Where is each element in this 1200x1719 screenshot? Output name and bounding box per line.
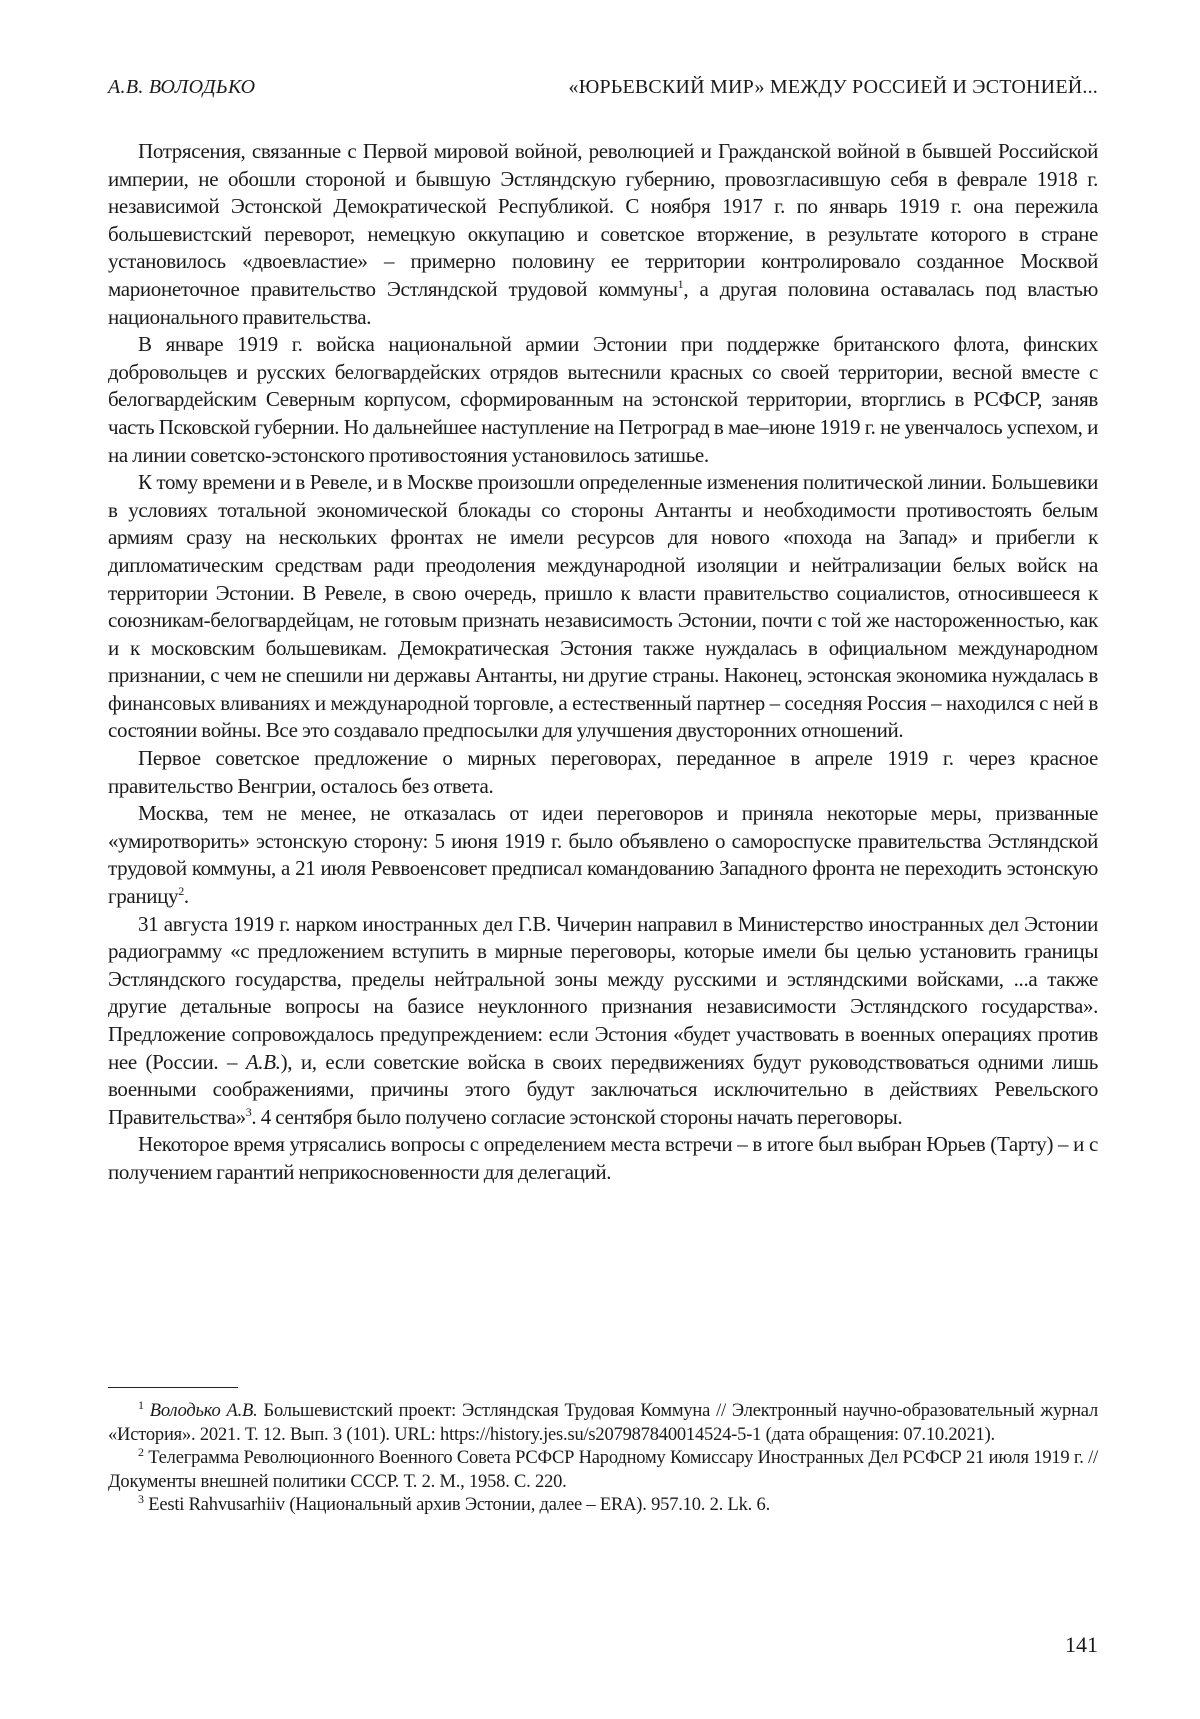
- paragraph: [108, 469, 1098, 745]
- footnote: [108, 1447, 1098, 1494]
- text-run: .: [184, 884, 189, 908]
- text-run: 31 августа 1919 г. нарком иностранных дел Г.В. Чичерин направил в Министерство иностранных дел Эстонии радиограмму «с предложением вступить в мирные переговоры, которые имели бы целью установить границы Эстляндского государства, пределы нейтральной зоны между русскими и эстляндскими войсками, ...а также другие детальные вопросы на базисе неуклонного признания независимости Эстляндского государства». Предложение сопровождалось предупреждением: если Эстония «будет участвовать в военных операциях против нее (России. –: [108, 912, 1098, 1074]
- page-number: 141: [1065, 1632, 1098, 1658]
- footnote: [108, 1494, 1098, 1518]
- paragraph: [108, 1131, 1098, 1186]
- text-run: Первое советское предложение о мирных переговорах, переданное в апреле 1919 г. через красное правительство Венгрии, осталось без ответа.: [108, 746, 1098, 798]
- footnote-ref: 3: [138, 1492, 144, 1506]
- running-header: [108, 76, 1098, 99]
- text-run: В январе 1919 г. войска национальной армии Эстонии при поддержке британского флота, финских добровольцев и русских белогвардейских отрядов вытеснили красных со своей территории, весной вместе с белогвардейским Северным корпусом, сформированным на эстонской территории, вторглись в РСФСР, заняв часть Псковской губернии. Но дальнейшее наступление на Петроград в мае–июне 1919 г. не увенчалось успехом, и на линии советско-эстонского противостояния установилось затишье.: [108, 332, 1098, 466]
- header-author: А.В. ВОЛОДЬКО: [108, 76, 255, 99]
- footnote: [108, 1400, 1098, 1447]
- text-run: К тому времени и в Ревеле, и в Москве произошли определенные изменения политической линии. Большевики в условиях тотальной экономической блокады со стороны Антанты и необходимости противостоять белым армиям сразу на нескольких фронтах не имели ресурсов для нового «похода на Запад» и прибегли к дипломатическим средствам ради преодоления международной изоляции и нейтрализации белых войск на территории Эстонии. В Ревеле, в свою очередь, пришло к власти правительство социалистов, относившееся к союзникам-белогвардейцам, не готовым признать независимость Эстонии, почти с той же настороженностью, как и к московским большевикам. Демократическая Эстония также нуждалась в официальном международном признании, с чем не спешили ни державы Антанты, ни другие страны. Наконец, эстонская экономика нуждалась в финансовых вливаниях и международной торговле, а естественный партнер – соседняя Россия – находился с ней в состоянии войны. Все это создавало предпосылки для улучшения двусторонних отношений.: [108, 470, 1098, 742]
- text-run: Некоторое время утрясались вопросы с определением места встречи – в итоге был выбран Юрьев (Тарту) – и с получением гарантий неприкосновенности для делегаций.: [108, 1132, 1098, 1184]
- text-run: Большевистский проект: Эстляндская Трудовая Коммуна // Электронный научно-образовательный журнал «История». 2021. Т. 12. Вып. 3 (101). URL: https://history.jes.su/s207987840014524-5-1 (дата обращения: 07.10.2021).: [108, 1401, 1098, 1445]
- text-run: Потрясения, связанные с Первой мировой войной, революцией и Гражданской войной в бывшей Российской империи, не обошли стороной и бывшую Эстляндскую губернию, провозгласившую себя в феврале 1918 г. независимой Эстонской Демократической Республикой. С ноября 1917 г. по январь 1919 г. она пережила большевистский переворот, немецкую оккупацию и советское вторжение, в результате которого в стране установилось «двоевластие» – примерно половину ее территории контролировало созданное Москвой марионеточное правительство Эстляндской трудовой коммуны: [108, 139, 1098, 301]
- paragraph: [108, 745, 1098, 800]
- footnote-ref: 1: [138, 1398, 144, 1412]
- text-run: Москва, тем не менее, не отказалась от идеи переговоров и приняла некоторые меры, призванные «умиротворить» эстонскую сторону: 5 июня 1919 г. было объявлено о самороспуске правительства Эстляндской трудовой коммуны, а 21 июля Реввоенсовет предписал командованию Западного фронта не переходить эстонскую границу: [108, 801, 1098, 908]
- italic-text: Володько А.В.: [150, 1401, 258, 1421]
- footnotes: [108, 1400, 1098, 1518]
- footnote-ref: 2: [178, 884, 184, 898]
- footnote-ref: 1: [678, 277, 684, 291]
- paragraph: [108, 800, 1098, 910]
- header-title: «ЮРЬЕВСКИЙ МИР» МЕЖДУ РОССИЕЙ И ЭСТОНИЕЙ...: [569, 76, 1098, 99]
- text-run: Eesti Rahvusarhiiv (Национальный архив Эстонии, далее – ERA). 957.10. 2. Lk. 6.: [144, 1495, 770, 1515]
- article-body: [108, 138, 1098, 1187]
- text-run: , а другая половина оставалась под властью национального правительства.: [108, 277, 1098, 329]
- text-run: . 4 сентября было получено согласие эстонской стороны начать переговоры.: [251, 1105, 902, 1129]
- text-run: Телеграмма Революционного Военного Совета РСФСР Народному Комиссару Иностранных Дел РСФСР 21 июля 1919 г. // Документы внешней политики СССР. Т. 2. М., 1958. С. 220.: [108, 1448, 1098, 1492]
- footnote-divider: [108, 1387, 238, 1388]
- footnote-ref: 2: [138, 1445, 144, 1459]
- footnote-ref: 3: [246, 1105, 252, 1119]
- paragraph: [108, 331, 1098, 469]
- paragraph: [108, 138, 1098, 331]
- italic-text: А.В.: [246, 1050, 281, 1074]
- text-run: ), и, если советские войска в своих передвижениях будут руководствоваться одними лишь военными соображениями, причины этого будут заключаться исключительно в действиях Ревельского Правительства»: [108, 1050, 1098, 1129]
- paragraph: [108, 911, 1098, 1132]
